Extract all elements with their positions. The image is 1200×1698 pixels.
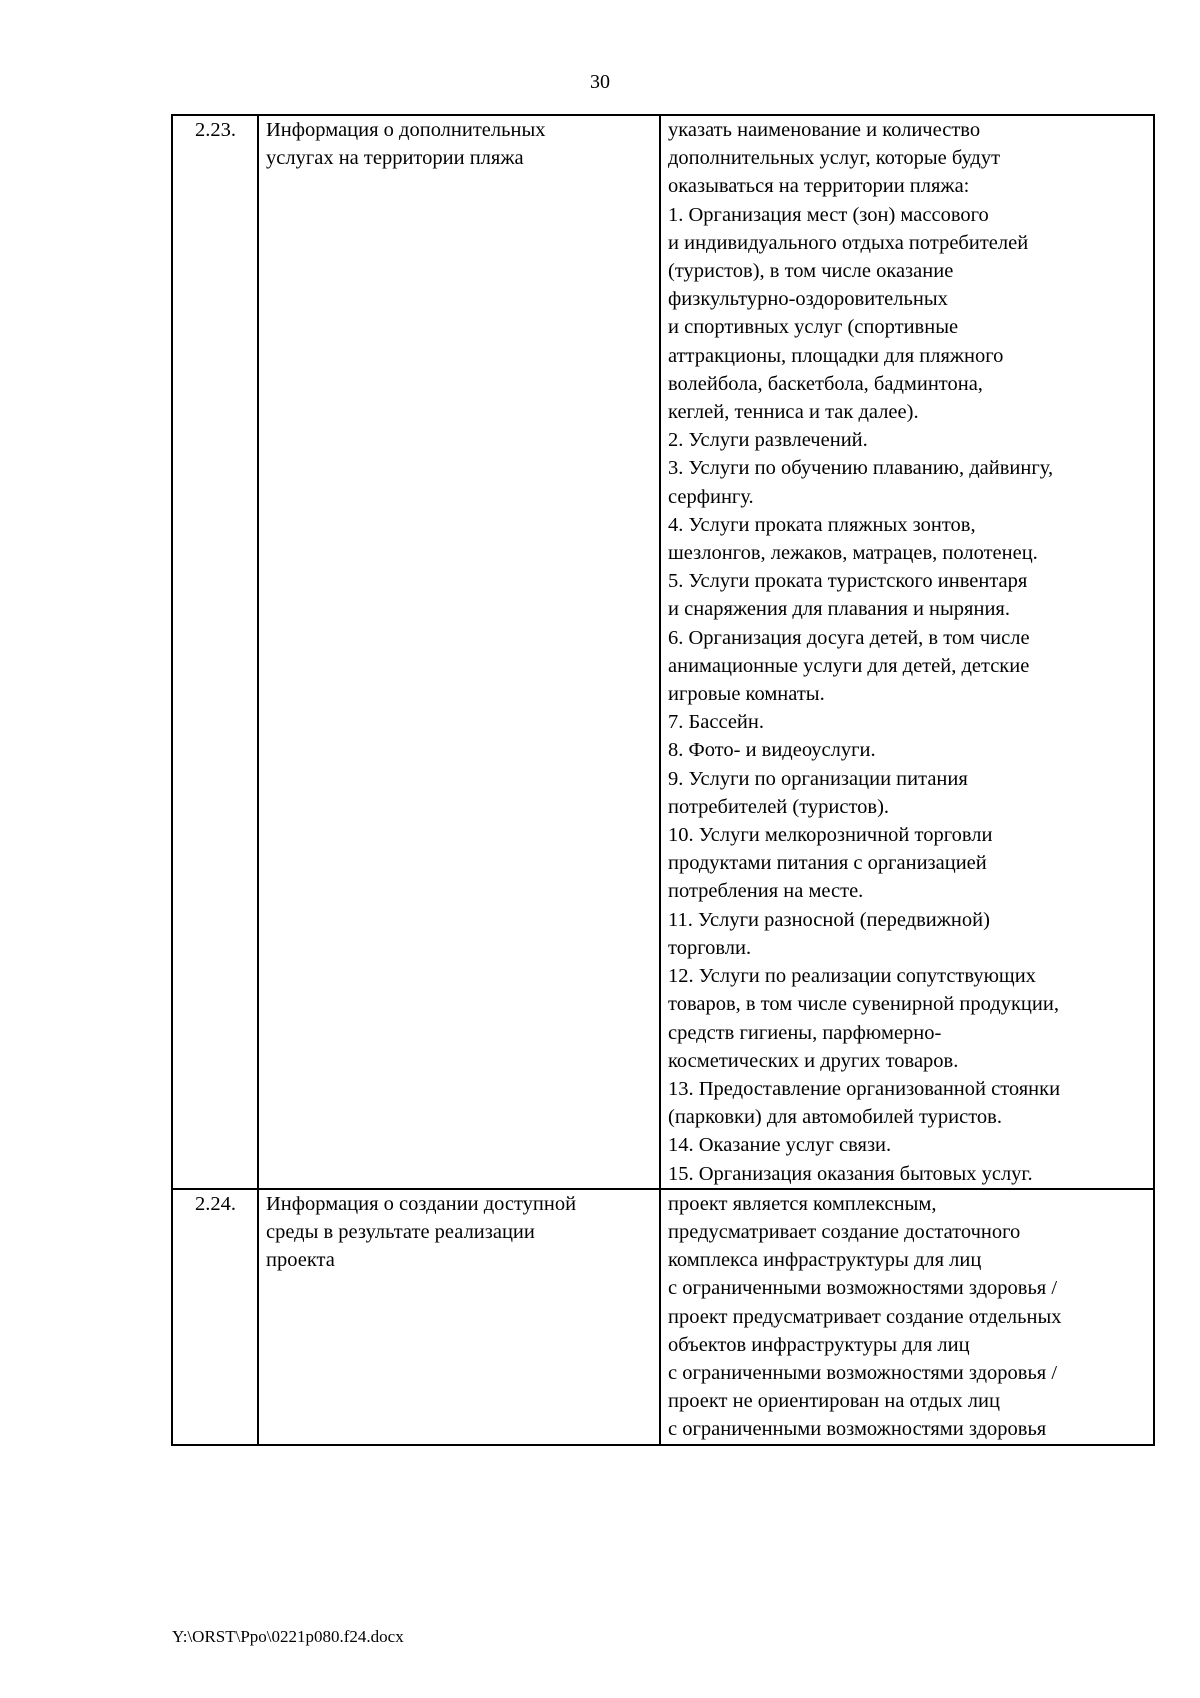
row-value-line: волейбола, баскетбола, бадминтона, <box>668 372 983 395</box>
row-number-cell <box>172 115 258 1189</box>
row-value-line: 11. Услуги разносной (передвижной) <box>668 908 990 931</box>
row-value-line: с ограниченными возможностями здоровья / <box>668 1277 1058 1300</box>
row-value-line: комплекса инфраструктуры для лиц <box>668 1249 982 1272</box>
row-number: 2.23. <box>195 119 236 141</box>
row-name-line: услугах на территории пляжа <box>266 147 524 170</box>
row-value-line: 8. Фото- и видеоуслуги. <box>668 739 876 762</box>
row-value-line: потребителей (туристов). <box>668 795 890 818</box>
row-value-line: (парковки) для автомобилей туристов. <box>668 1106 1002 1129</box>
row-value-line: товаров, в том числе сувенирной продукции, <box>668 993 1059 1016</box>
page-number: 30 <box>590 71 610 93</box>
row-value-line: 10. Услуги мелкорозничной торговли <box>668 824 993 847</box>
row-value-line: 5. Услуги проката туристского инвентаря <box>668 570 1028 593</box>
row-value-line: проект является комплексным, <box>668 1192 937 1215</box>
row-value-line: кеглей, тенниса и так далее). <box>668 401 919 424</box>
row-value-line: 6. Организация досуга детей, в том числе <box>668 626 1030 649</box>
row-value-line: 14. Оказание услуг связи. <box>668 1134 892 1157</box>
info-table <box>171 114 1155 1446</box>
row-value-line: с ограниченными возможностями здоровья <box>668 1418 1047 1441</box>
row-name-line: проекта <box>266 1249 335 1272</box>
row-value-line: предусматривает создание достаточного <box>668 1220 1021 1243</box>
row-name-cell <box>258 1189 660 1445</box>
row-value-line: проект не ориентирован на отдых лиц <box>668 1390 1000 1413</box>
row-value-line: анимационные услуги для детей, детские <box>668 654 1030 677</box>
row-value-line: средств гигиены, парфюмерно- <box>668 1021 942 1044</box>
table-row <box>172 115 1154 1189</box>
row-value-line: физкультурно-оздоровительных <box>668 288 948 311</box>
row-name-line: Информация о дополнительных <box>266 119 546 141</box>
row-value-line: оказываться на территории пляжа: <box>668 175 970 198</box>
row-name-cell <box>258 115 660 1189</box>
row-value-line: 3. Услуги по обучению плаванию, дайвингу, <box>668 457 1054 480</box>
row-value-line: торговли. <box>668 936 752 959</box>
row-value-line: и спортивных услуг (спортивные <box>668 316 959 339</box>
row-value-cell <box>660 115 1154 1189</box>
row-value-line: аттракционы, площадки для пляжного <box>668 344 1004 367</box>
row-value-line: шезлонгов, лежаков, матрацев, полотенец. <box>668 542 1038 565</box>
row-value-line: 1. Организация мест (зон) массового <box>668 203 989 226</box>
row-value-line: 9. Услуги по организации питания <box>668 767 968 790</box>
row-value-line: (туристов), в том числе оказание <box>668 260 954 283</box>
row-value-line: 13. Предоставление организованной стоянки <box>668 1077 1061 1100</box>
row-value-line: потребления на месте. <box>668 880 864 903</box>
row-value-line: указать наименование и количество <box>668 119 981 141</box>
row-name-line: среды в результате реализации <box>266 1220 535 1243</box>
file-path-footer: Y:\ORST\Ppo\0221p080.f24.docx <box>172 1627 404 1646</box>
table-body <box>172 115 1154 1445</box>
row-value-line: 7. Бассейн. <box>668 711 764 734</box>
row-value-cell <box>660 1189 1154 1445</box>
row-value-line: косметических и других товаров. <box>668 1049 959 1072</box>
row-value-line: с ограниченными возможностями здоровья / <box>668 1361 1058 1384</box>
row-name-line: Информация о создании доступной <box>266 1192 577 1215</box>
row-value-line: игровые комнаты. <box>668 683 825 706</box>
row-value-line: серфингу. <box>668 485 754 508</box>
row-value-line: 4. Услуги проката пляжных зонтов, <box>668 513 976 536</box>
row-value-line: и снаряжения для плавания и ныряния. <box>668 598 1010 621</box>
row-value-line: продуктами питания с организацией <box>668 852 987 875</box>
row-value-line: проект предусматривает создание отдельных <box>668 1305 1062 1328</box>
table-row <box>172 1189 1154 1445</box>
row-value-line: дополнительных услуг, которые будут <box>668 147 1001 170</box>
row-number: 2.24. <box>195 1192 236 1215</box>
row-number-cell <box>172 1189 258 1445</box>
row-value-line: объектов инфраструктуры для лиц <box>668 1333 970 1356</box>
row-value-line: 12. Услуги по реализации сопутствующих <box>668 965 1036 988</box>
row-value-line: 2. Услуги развлечений. <box>668 429 868 452</box>
row-value-line: и индивидуального отдыха потребителей <box>668 231 1029 254</box>
row-value-line: 15. Организация оказания бытовых услуг. <box>668 1162 1033 1185</box>
